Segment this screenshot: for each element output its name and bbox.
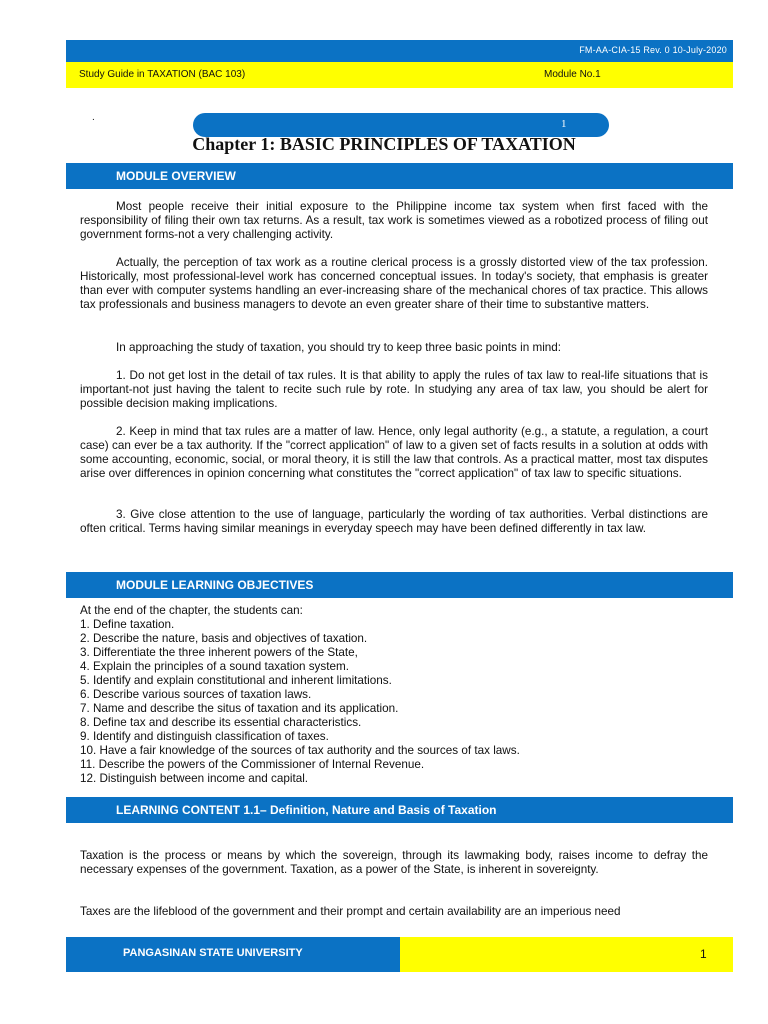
form-code: FM-AA-CIA-15 Rev. 0 10-July-2020 [579,45,727,55]
overview-point-1: 1. Do not get lost in the detail of tax rules. It is that ability to apply the rules of tax law to real-life situations that is important-not just having the talent to recite such rule by rote. In studying any area of tax law, you should be alert for possible decision making implications. [80,369,708,410]
module-number: Module No.1 [544,69,601,80]
objective-item: 5. Identify and explain constitutional and inherent limitations. [80,674,392,687]
objective-item: 3. Differentiate the three inherent powers of the State, [80,646,358,659]
section-heading-content: LEARNING CONTENT 1.1– Definition, Nature and Basis of Taxation [116,803,497,817]
chapter-title: Chapter 1: BASIC PRINCIPLES OF TAXATION [192,134,576,154]
course-title: Study Guide in TAXATION (BAC 103) [79,69,246,80]
overview-point-2: 2. Keep in mind that tax rules are a matter of law. Hence, only legal authority (e.g., a statute, a regulation, a court case) can ever be a tax authority. If the "correct application" of law to a given set of facts results in a solution at odds with some accounting, economic, social, or moral theory, it is still the law that controls. As a practical matter, most tax disputes arise over differences in opinion concerning what constitutes the "correct application" of tax law to specific situations. [80,425,708,480]
footer-university-bar [66,937,400,972]
overview-point-3: 3. Give close attention to the use of language, particularly the wording of tax authorities. Verbal distinctions are often critical. Terms having similar meanings in everyday speech may have been defined differently in tax law. [80,508,708,535]
objective-item: 7. Name and describe the situs of taxation and its application. [80,702,399,715]
overview-paragraph-1: Most people receive their initial exposure to the Philippine income tax system when first faced with the responsibility of filing their own tax returns. As a result, tax work is sometimes viewed as a robotized process of filing out government forms-not a very challenging activity. [80,200,708,241]
header-form-bar [66,40,733,62]
section-heading-overview: MODULE OVERVIEW [116,169,236,183]
objective-item: 11. Describe the powers of the Commissioner of Internal Revenue. [80,758,425,771]
section-bar-content [66,797,733,823]
objective-item: 8. Define tax and describe its essential characteristics. [80,716,362,729]
objective-item: 2. Describe the nature, basis and objectives of taxation. [80,632,368,645]
objectives-list [80,604,708,786]
objective-item: 1. Define taxation. [80,618,175,631]
stray-dot: . [92,112,95,123]
section-bar-overview [66,163,733,189]
objective-item: 6. Describe various sources of taxation laws. [80,688,312,701]
content-paragraph-1: Taxation is the process or means by which the sovereign, through its lawmaking body, raises income to defray the necessary expenses of the government. Taxation, as a power of the State, is inherent in sovereignty. [80,849,708,876]
objective-item: 10. Have a fair knowledge of the sources of tax authority and the sources of tax laws. [80,744,520,757]
objective-item: 12. Distinguish between income and capital. [80,772,309,785]
content-paragraph-2: Taxes are the lifeblood of the government and their prompt and certain availability are an imperious need [80,905,621,918]
section-heading-objectives: MODULE LEARNING OBJECTIVES [116,578,314,592]
page-number: 1 [700,947,707,961]
footer-page-bar [400,937,733,972]
overview-paragraph-2: Actually, the perception of tax work as a routine clerical process is a grossly distorted view of the tax profession. Historically, most professional-level work has concerned conceptual issues. In today's society, that emphasis is greater than ever with computer systems handling an ever-increasing share of the mechanical chores of tax practice. This allows tax professionals and business managers to devote an even greater share of their time to substantive matters. [80,256,708,311]
overview-paragraph-3: In approaching the study of taxation, you should try to keep three basic points in mind: [116,341,562,354]
header-course-bar [66,62,733,88]
chapter-pill-number: 1 [561,118,567,130]
footer-university: PANGASINAN STATE UNIVERSITY [123,947,303,959]
objectives-intro: At the end of the chapter, the students can: [80,604,303,617]
section-bar-objectives [66,572,733,598]
objective-item: 9. Identify and distinguish classification of taxes. [80,730,329,743]
objective-item: 4. Explain the principles of a sound taxation system. [80,660,349,673]
